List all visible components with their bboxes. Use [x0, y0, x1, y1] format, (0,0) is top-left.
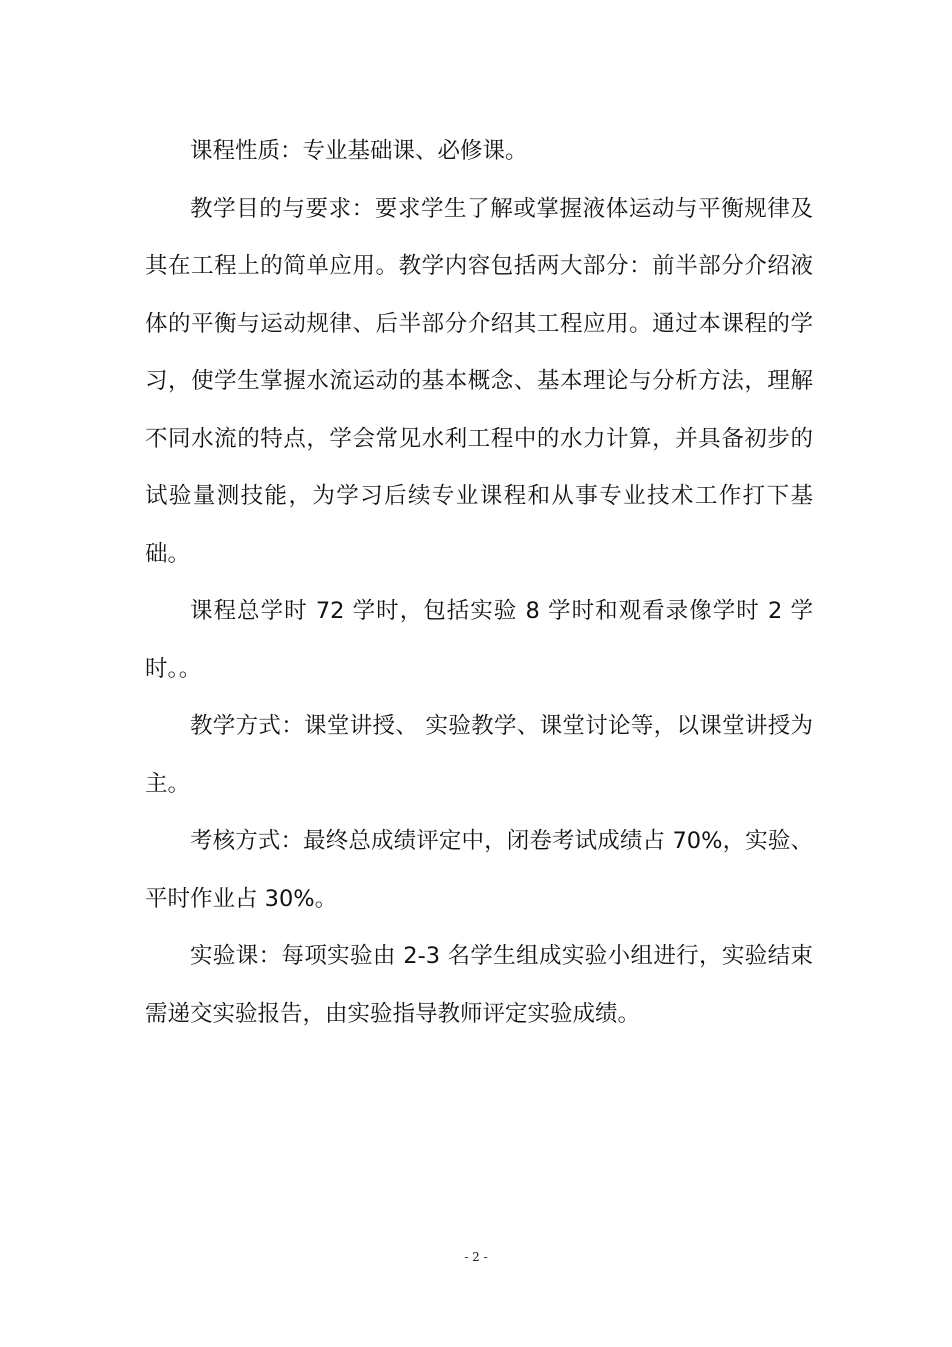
document-body: [145, 123, 813, 1043]
paragraph-teaching-goals: 教学目的与要求：要求学生了解或掌握液体运动与平衡规律及其在工程上的简单应用。教学内容包括两大部分：前半部分介绍液体的平衡与运动规律、后半部分介绍其工程应用。通过本课程的学习，使学生掌握水流运动的基本概念、基本理论与分析方法，理解不同水流的特点，学会常见水利工程中的水力计算，并具备初步的试验量测技能，为学习后续专业课程和从事专业技术工作打下基础。: [145, 195, 813, 567]
paragraph-course-nature: 课程性质：专业基础课、必修课。: [190, 138, 528, 164]
paragraph-teaching-method: 教学方式：课堂讲授、 实验教学、课堂讨论等，以课堂讲授为主。: [145, 713, 813, 797]
paragraph-total-hours: 课程总学时 72 学时，包括实验 8 学时和观看录像学时 2 学时。。: [145, 598, 813, 682]
paragraph-lab-course: 实验课：每项实验由 2-3 名学生组成实验小组进行，实验结束需递交实验报告，由实验指导教师评定实验成绩。: [145, 943, 813, 1027]
page-number: - 2 -: [464, 1250, 488, 1264]
paragraph-assessment-method: 考核方式：最终总成绩评定中，闭卷考试成绩占 70%，实验、平时作业占 30%。: [145, 828, 813, 912]
